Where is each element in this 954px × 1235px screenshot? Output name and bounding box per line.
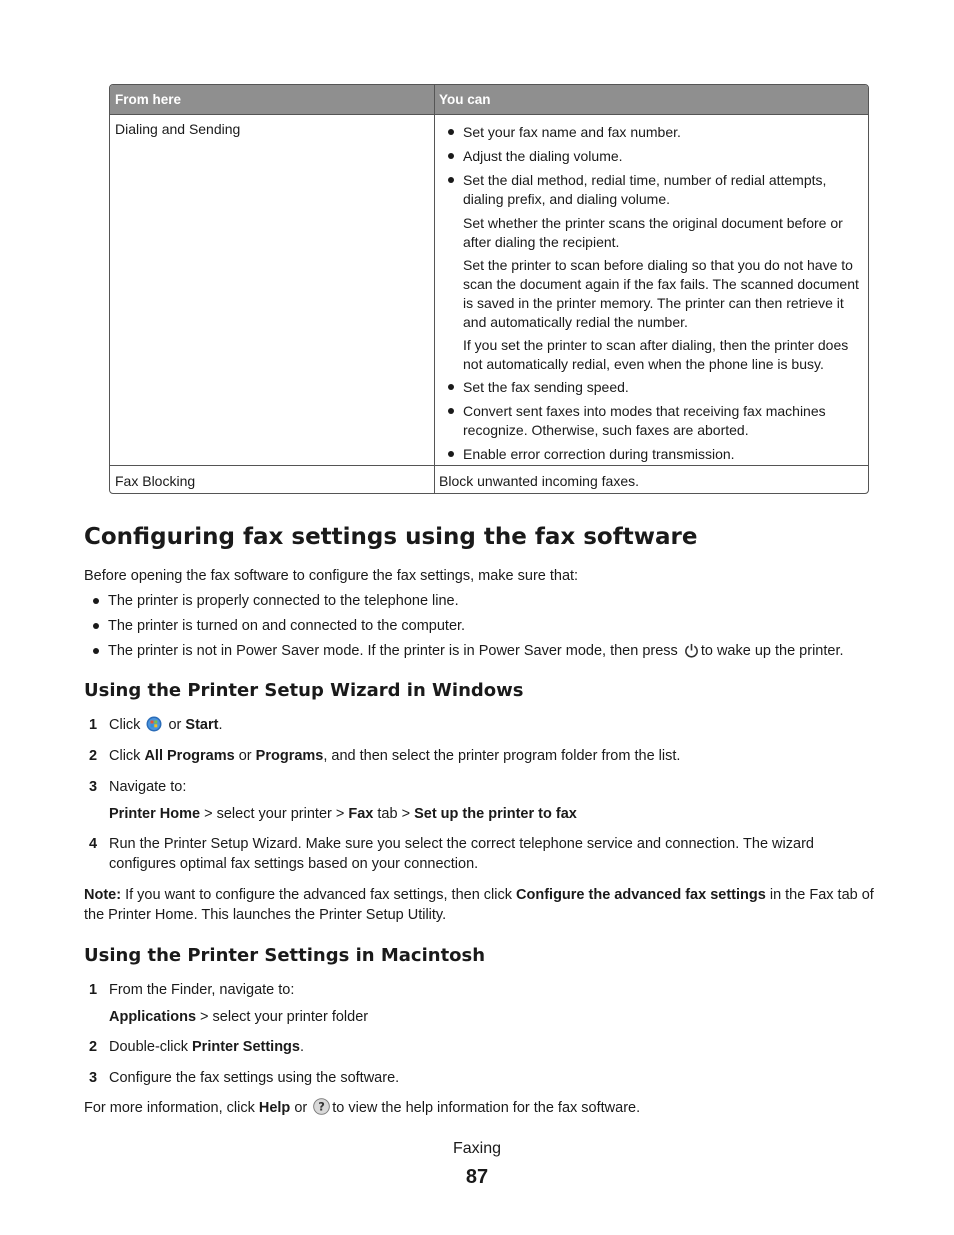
header-you-can: You can <box>439 92 491 107</box>
mac-nav-path: Applications > select your printer folder <box>109 1009 369 1025</box>
cell-block-unwanted: Block unwanted incoming faxes. <box>439 473 639 489</box>
list-item: Set the dial method, redial time, number of redial attempts, dialing prefix, and dialing volume. <box>445 171 863 209</box>
list-item: Adjust the dialing volume. <box>445 147 863 166</box>
windows-nav-path: Printer Home > select your printer > Fax tab > Set up the printer to fax <box>109 806 577 822</box>
cell-fax-blocking: Fax Blocking <box>115 473 196 489</box>
list-paragraph: If you set the printer to scan after dialing, then the printer does not automatically redial, even when the phone line is busy. <box>463 337 849 372</box>
windows-note: Note: If you want to configure the advanced fax settings, then click Configure the advanced fax settings in the Fax tab of the Printer Home. This launches the Printer Setup Utility. <box>84 887 874 923</box>
help-icon <box>313 1098 330 1121</box>
cell-dialing-and-sending: Dialing and Sending <box>115 121 241 137</box>
svg-text:?: ? <box>318 1099 326 1114</box>
page-number: 87 <box>465 1166 489 1188</box>
column-divider <box>434 85 435 493</box>
bullet-dot <box>93 598 99 604</box>
table-header <box>110 85 868 115</box>
bullet-dot <box>93 623 99 629</box>
list-paragraph: Set the printer to scan before dialing so that you do not have to scan the document again if the fax fails. The scanned document is saved in the printer memory. The printer can then retrieve it and automatically redial the number. <box>463 257 859 330</box>
more-info-text: For more information, click Help or ? to view the help information for the fax software. <box>84 1098 874 1121</box>
power-icon <box>684 643 699 664</box>
list-item: Set your fax name and fax number. <box>445 123 863 142</box>
windows-start-icon <box>146 716 162 738</box>
list-item: Enable error correction during transmission. <box>445 445 863 464</box>
list-paragraph: Set whether the printer scans the original document before or after dialing the recipient. <box>463 215 843 250</box>
section-title: Configuring fax settings using the fax software <box>84 524 698 550</box>
settings-table <box>109 84 869 494</box>
bullet-dot <box>93 648 99 654</box>
header-from-here: From here <box>115 92 182 107</box>
dialing-options-list <box>445 123 863 469</box>
footer-chapter: Faxing <box>452 1140 502 1157</box>
list-item: Set the fax sending speed. <box>445 378 863 397</box>
intro-text: Before opening the fax software to configure the fax settings, make sure that: <box>84 568 579 584</box>
mac-subheading: Using the Printer Settings in Macintosh <box>84 945 486 966</box>
list-item: Convert sent faxes into modes that receiving fax machines recognize. Otherwise, such faxes are aborted. <box>445 402 863 440</box>
windows-subheading: Using the Printer Setup Wizard in Windows <box>84 680 524 701</box>
